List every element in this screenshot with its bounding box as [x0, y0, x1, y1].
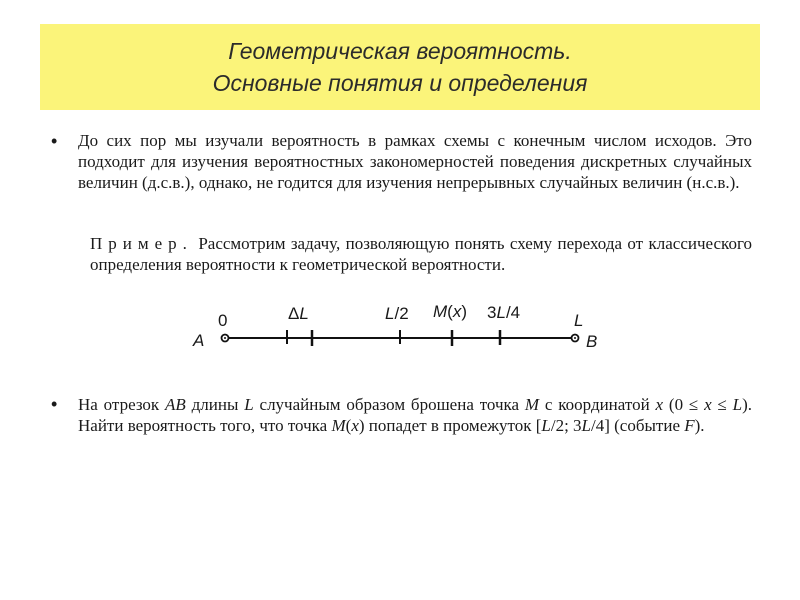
paragraph-intro: До сих пор мы изучали вероятность в рамках схемы с конечным числом исходов. Это подходит для изучения вероятностных закономерностей поведения дискретных случайных величин (д.с.в.), однако, не годится для изучения непрерывных случайных величин (н.с.в.).	[78, 131, 752, 192]
bullet-1: •	[51, 131, 58, 151]
endpoint-a-dot	[224, 337, 226, 339]
label-b: B	[586, 332, 598, 351]
problem-text-7: ). Найти вероятность того, что точка	[78, 395, 752, 435]
problem-text-12: ).	[694, 416, 705, 435]
segment-diagram	[180, 300, 620, 360]
problem-text-6: ≤	[711, 395, 733, 414]
problem-l-4: L	[581, 416, 592, 435]
problem-x-3: x	[351, 416, 359, 435]
problem-text-1: На отрезок	[78, 395, 166, 414]
bullet-2: •	[51, 394, 58, 414]
problem-ab: AB	[165, 395, 186, 414]
label-m-x: M(x)	[433, 302, 468, 321]
problem-l-3: L	[541, 416, 551, 435]
problem-text-9: ) попадет в промежуток [	[358, 416, 542, 435]
problem-text-10: /2; 3	[550, 416, 582, 435]
problem-l: L	[244, 395, 254, 414]
problem-text-8: (	[345, 416, 352, 435]
label-three-quarter: 3L/4	[487, 303, 521, 322]
endpoint-b-dot	[574, 337, 576, 339]
problem-m-2: M	[331, 416, 346, 435]
title-banner	[40, 24, 760, 110]
problem-x: x	[655, 395, 664, 414]
problem-text-3: случайным образом брошена точка	[253, 395, 525, 414]
problem-x-2: x	[704, 395, 712, 414]
problem-text-4: с координатой	[539, 395, 656, 414]
paragraph-example	[90, 233, 752, 275]
label-half: L/2	[385, 304, 409, 323]
label-zero: 0	[218, 311, 228, 330]
slide-title-line-1: Геометрическая вероятность.	[228, 38, 572, 64]
paragraph-problem	[78, 394, 752, 436]
problem-f: F	[684, 416, 695, 435]
label-delta-l: ΔL	[288, 304, 309, 323]
slide-title-line-2: Основные понятия и определения	[212, 70, 588, 96]
example-label: Пример.	[90, 234, 193, 253]
problem-m: M	[524, 395, 540, 414]
example-text: Рассмотрим задачу, позволяющую понять схему перехода от классического определения вероятности к геометрической вероятности.	[90, 234, 752, 274]
problem-text-2: длины	[185, 395, 245, 414]
problem-text-5: (0 ≤	[663, 395, 705, 414]
problem-text-11: /4] (событие	[591, 416, 685, 435]
label-a: A	[193, 331, 205, 350]
label-l: L	[574, 311, 584, 330]
problem-l-2: L	[732, 395, 743, 414]
